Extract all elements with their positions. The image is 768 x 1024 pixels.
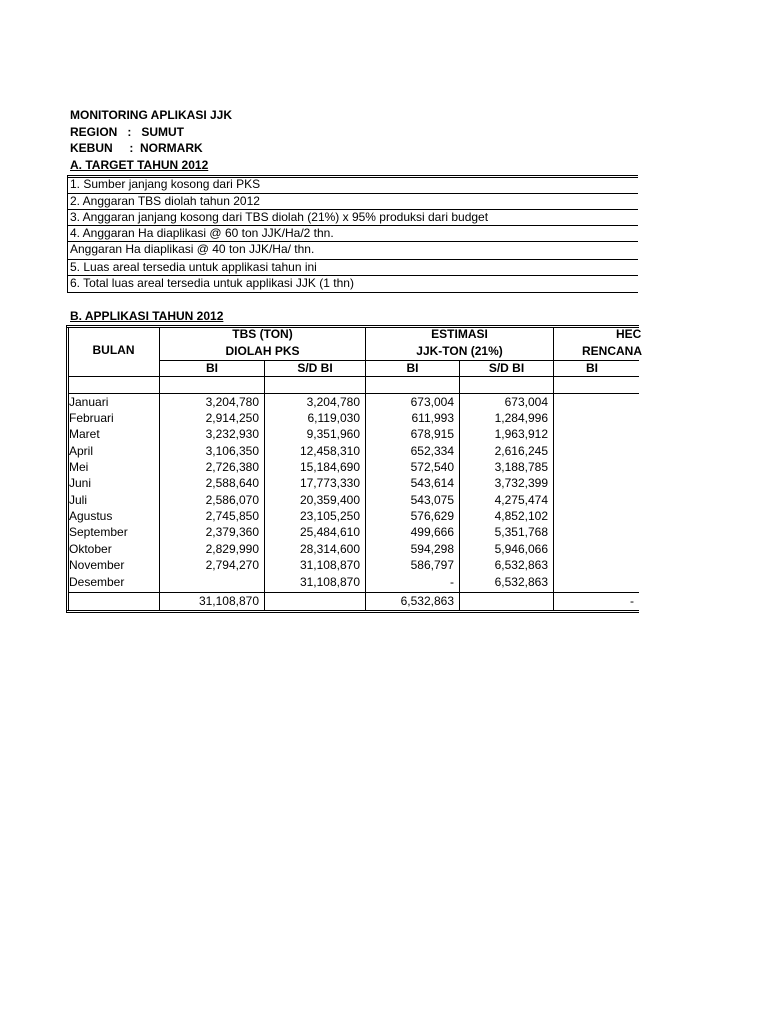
row-bulan: Januari xyxy=(69,395,109,409)
row-tbs-bi: 2,586,070 xyxy=(205,493,259,507)
row-est-bi: 611,993 xyxy=(411,411,454,425)
row-est-bi: 594,298 xyxy=(410,542,454,556)
row-tbs-bi: 3,204,780 xyxy=(205,395,259,409)
row-tbs-bi: 2,745,850 xyxy=(205,509,259,523)
row-est-bi: 576,629 xyxy=(410,509,454,523)
row-bulan: Desember xyxy=(69,575,125,589)
row-tbs-bi: 2,726,380 xyxy=(205,460,259,474)
sub-tbs-bi: BI xyxy=(206,361,218,375)
row-tbs-bi: 2,829,990 xyxy=(205,542,259,556)
row-tbs-sd: 6,119,030 xyxy=(307,411,360,425)
target-item-5: 5. Luas areal tersedia untuk applikasi tahun ini xyxy=(70,260,317,274)
col-hec-header-2: RENCANA xyxy=(582,344,642,358)
row-est-sd: 3,188,785 xyxy=(494,460,548,474)
row-tbs-sd: 12,458,310 xyxy=(299,444,360,458)
row-est-bi: 673,004 xyxy=(410,395,454,409)
row-tbs-sd: 3,204,780 xyxy=(306,395,360,409)
col-est-header-2: JJK-TON (21%) xyxy=(416,344,503,358)
row-bulan: Juni xyxy=(69,476,92,490)
row-tbs-sd: 31,108,870 xyxy=(299,575,360,589)
row-tbs-sd: 31,108,870 xyxy=(299,558,360,572)
row-bulan: September xyxy=(69,525,128,539)
target-item-3: 3. Anggaran janjang kosong dari TBS diolah (21%) x 95% produksi dari budget xyxy=(70,210,489,224)
row-bulan: April xyxy=(69,444,94,458)
row-est-sd: 673,004 xyxy=(504,395,548,409)
target-item-1: 1. Sumber janjang kosong dari PKS xyxy=(70,177,261,191)
row-bulan: Oktober xyxy=(69,542,112,556)
row-tbs-sd: 9,351,960 xyxy=(306,427,360,441)
row-tbs-bi: 2,794,270 xyxy=(205,558,259,572)
target-item-4b: Anggaran Ha diaplikasi @ 40 ton JJK/Ha/ thn. xyxy=(70,242,315,256)
col-tbs-header-1: TBS (TON) xyxy=(232,327,293,341)
row-bulan: Februari xyxy=(69,411,114,425)
report-title: MONITORING APLIKASI JJK xyxy=(70,108,233,122)
row-est-bi: 652,334 xyxy=(410,444,454,458)
sub-tbs-sdbi: S/D BI xyxy=(297,361,333,375)
row-est-bi: 543,075 xyxy=(410,493,454,507)
row-bulan: Maret xyxy=(69,427,100,441)
sub-est-sdbi: S/D BI xyxy=(488,361,525,375)
section-b-heading: B. APPLIKASI TAHUN 2012 xyxy=(70,309,224,323)
col-bulan-header: BULAN xyxy=(92,343,135,357)
target-item-6: 6. Total luas areal tersedia untuk applikasi JJK (1 thn) xyxy=(70,276,354,290)
total-tbs-bi: 31,108,870 xyxy=(198,594,259,608)
target-item-4: 4. Anggaran Ha diaplikasi @ 60 ton JJK/Ha/2 thn. xyxy=(70,226,334,240)
table-bottom-border-inner xyxy=(66,612,639,613)
row-tbs-sd: 20,359,400 xyxy=(299,493,360,507)
row-est-sd: 2,616,245 xyxy=(494,444,548,458)
row-tbs-sd: 28,314,600 xyxy=(299,542,360,556)
row-bulan: Mei xyxy=(69,460,89,474)
row-est-sd: 6,532,863 xyxy=(494,575,548,589)
row-tbs-sd: 25,484,610 xyxy=(299,525,360,539)
total-hec-bi: - xyxy=(630,594,634,608)
row-est-sd: 5,351,768 xyxy=(494,525,548,539)
col-hec-header-1: HEC xyxy=(616,327,642,341)
row-tbs-sd: 23,105,250 xyxy=(299,509,360,523)
row-est-bi: 499,666 xyxy=(410,525,454,539)
section-a-heading: A. TARGET TAHUN 2012 xyxy=(70,158,209,172)
sub-hec-bi: BI xyxy=(586,361,598,375)
row-bulan: Agustus xyxy=(69,509,113,523)
kebun-label: KEBUN : NORMARK xyxy=(70,141,203,155)
row-tbs-bi: 2,379,360 xyxy=(205,525,259,539)
region-label: REGION : SUMUT xyxy=(70,125,184,139)
row-est-bi: 678,915 xyxy=(410,427,454,441)
row-est-sd: 3,732,399 xyxy=(494,476,548,490)
row-tbs-sd: 17,773,330 xyxy=(299,476,360,490)
col-sep-hec xyxy=(553,327,554,611)
col-tbs-header-2: DIOLAH PKS xyxy=(225,344,300,358)
row-est-sd: 5,946,066 xyxy=(494,542,548,556)
row-est-bi: 572,540 xyxy=(410,460,454,474)
row-tbs-sd: 15,184,690 xyxy=(299,460,360,474)
row-tbs-bi: 2,914,250 xyxy=(205,411,259,425)
table-left-border xyxy=(66,325,67,613)
row-bulan: November xyxy=(69,558,125,572)
row-est-bi: - xyxy=(450,575,454,589)
col-est-header-1: ESTIMASI xyxy=(431,327,488,341)
row-tbs-bi: 3,232,930 xyxy=(205,427,259,441)
row-line xyxy=(67,292,638,293)
aplikasi-table xyxy=(66,325,642,613)
row-tbs-bi: 2,588,640 xyxy=(205,476,259,490)
row-est-sd: 1,963,912 xyxy=(494,427,548,441)
row-tbs-bi: 3,106,350 xyxy=(205,444,259,458)
target-item-2: 2. Anggaran TBS diolah tahun 2012 xyxy=(70,194,260,208)
row-est-bi: 543,614 xyxy=(410,476,454,490)
row-est-sd: 4,275,474 xyxy=(494,493,548,507)
row-est-sd: 4,852,102 xyxy=(494,509,548,523)
row-est-sd: 1,284,996 xyxy=(494,411,548,425)
target-table xyxy=(67,175,638,293)
row-est-bi: 586,797 xyxy=(410,558,454,572)
row-bulan: Juli xyxy=(69,493,88,507)
sub-est-bi: BI xyxy=(406,361,419,375)
total-est-bi: 6,532,863 xyxy=(400,594,454,608)
row-est-sd: 6,532,863 xyxy=(494,558,548,572)
